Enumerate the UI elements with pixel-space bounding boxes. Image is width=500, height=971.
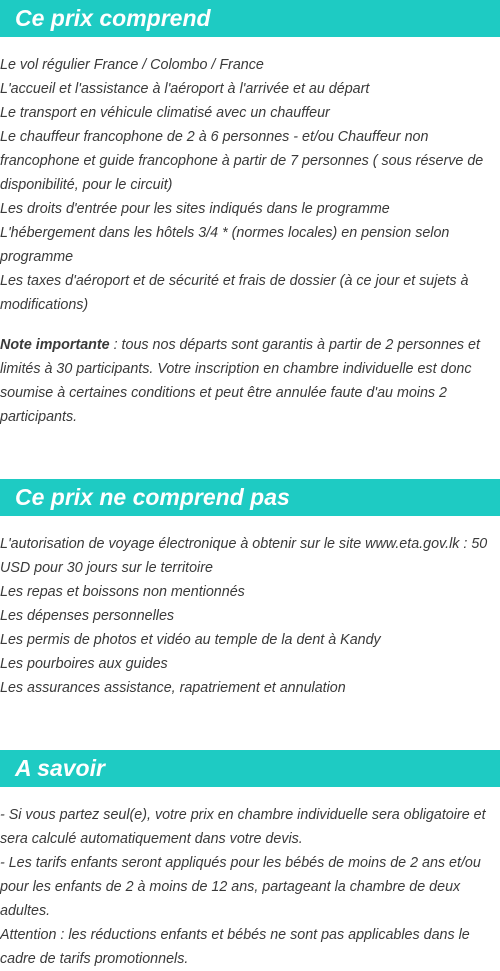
list-item: Les dépenses personnelles	[0, 608, 175, 624]
list-item: - Si vous partez seul(e), votre prix en chambre individuelle sera obligatoire et sera calculé automatiquement dans votre devis.	[0, 807, 486, 847]
important-note	[0, 333, 500, 429]
list-item: Les droits d'entrée pour les sites indiqués dans le programme	[0, 201, 390, 217]
list-item: L'accueil et l'assistance à l'aéroport à l'arrivée et au départ	[0, 81, 370, 97]
section-header-excludes	[0, 479, 500, 516]
section-title-excludes: Ce prix ne comprend pas	[15, 484, 290, 510]
includes-list	[0, 53, 500, 317]
list-item: Attention : les réductions enfants et bébés ne sont pas applicables dans le cadre de tarifs promotionnels.	[0, 927, 470, 967]
section-title-info: A savoir	[15, 755, 105, 781]
list-item: Les permis de photos et vidéo au temple de la dent à Kandy	[0, 632, 381, 648]
important-note-text: : tous nos départs sont garantis à partir de 2 personnes et limités à 30 participants. Votre inscription en chambre individuelle est donc soumise à certaines conditions et peut être annulée faute d'au moins 2 participants.	[0, 337, 480, 425]
list-item: Les repas et boissons non mentionnés	[0, 584, 245, 600]
section-header-info	[0, 750, 500, 787]
excludes-list	[0, 532, 500, 700]
list-item: Les taxes d'aéroport et de sécurité et frais de dossier (à ce jour et sujets à modifications)	[0, 273, 469, 313]
list-item: - Les tarifs enfants seront appliqués pour les bébés de moins de 2 ans et/ou pour les enfants de 2 à moins de 12 ans, partageant la chambre de deux adultes.	[0, 855, 481, 919]
info-list	[0, 803, 500, 971]
important-note-label: Note importante	[0, 337, 110, 353]
list-item: L'hébergement dans les hôtels 3/4 * (normes locales) en pension selon programme	[0, 225, 450, 265]
list-item: Le vol régulier France / Colombo / France	[0, 57, 264, 73]
section-header-includes	[0, 0, 500, 37]
list-item: Les pourboires aux guides	[0, 656, 168, 672]
list-item: L'autorisation de voyage électronique à obtenir sur le site www.eta.gov.lk : 50 USD pour 30 jours sur le territoire	[0, 536, 488, 576]
section-title-includes: Ce prix comprend	[15, 5, 211, 31]
list-item: Le chauffeur francophone de 2 à 6 personnes - et/ou Chauffeur non francophone et guide francophone à partir de 7 personnes ( sous réserve de disponibilité, pour le circuit)	[0, 129, 484, 193]
list-item: Les assurances assistance, rapatriement et annulation	[0, 680, 346, 696]
list-item: Le transport en véhicule climatisé avec un chauffeur	[0, 105, 330, 121]
